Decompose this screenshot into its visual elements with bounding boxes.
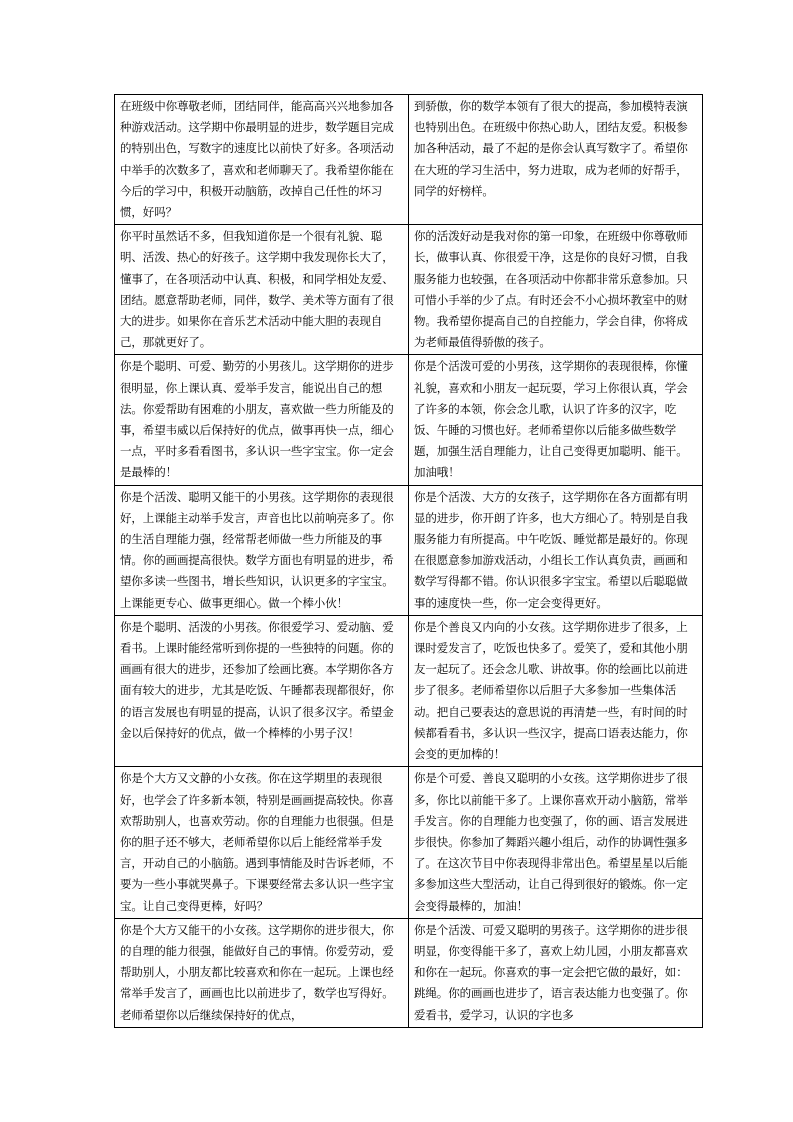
comment-cell: 你是个大方又能干的小女孩。这学期你的进步很大，你的自理的能力很强，能做好自己的事情。你爱劳动，爱帮助别人，小朋友都比较喜欢和你在一起玩。上课也经常举手发言了，画画也比以前进步了，数学也写得好。老师希望你以后继续保持好的优点， (115, 918, 409, 1027)
comment-cell: 你是个聪明、活泼的小男孩。你很爱学习、爱动脑、爱看书。上课时能经常听到你提的一些独特的问题。你的画画有很大的进步，还参加了绘画比赛。本学期你各方面有较大的进步，尤其是吃饭、午睡都表现都很好，你的语言发展也有明显的提高，认识了很多汉字。希望金金以后保持好的优点，做一个棒棒的小男子汉！ (115, 615, 409, 766)
comment-cell: 到骄傲，你的数学本领有了很大的提高，参加模特表演也特别出色。在班级中你热心助人，团结友爱。积极参加各种活动，最了不起的是你会认真写数字了。希望你在大班的学习生活中，努力进取，成为老师的好帮手，同学的好榜样。 (409, 95, 703, 225)
comment-cell: 你是个活泼、大方的女孩子，这学期你在各方面都有明显的进步，你开朗了许多，也大方细心了。特别是自我服务能力有所提高。中午吃饭、睡觉都是最好的。你现在很愿意参加游戏活动，小组长工作认真负责，画画和数学写得都不错。你认识很多字宝宝。希望以后聪聪做事的速度快一些，你一定会变得更好。 (409, 485, 703, 615)
table-row (115, 485, 703, 615)
table-row (115, 225, 703, 355)
comment-cell: 你是个大方又文静的小女孩。你在这学期里的表现很好，也学会了许多新本领，特别是画画提高较快。你喜欢帮助别人，也喜欢劳动。你的自理能力也很强。但是你的胆子还不够大，老师希望你以后上能经常举手发言，开动自己的小脑筋。遇到事情能及时告诉老师，不要为一些小事就哭鼻子。下课要经常去多认识一些字宝宝。让自己变得更棒，好吗？ (115, 767, 409, 918)
table-row (115, 767, 703, 918)
table-row (115, 918, 703, 1027)
comment-cell: 你是个可爱、善良又聪明的小女孩。这学期你进步了很多，你比以前能干多了。上课你喜欢开动小脑筋，常举手发言。你的自理能力也变强了，你的画、语言发展进步很快。你参加了舞蹈兴趣小组后，动作的协调性强多了。在这次节目中你表现得非常出色。希望星星以后能多参加这些大型活动，让自己得到很好的锻炼。你一定会变得最棒的，加油！ (409, 767, 703, 918)
comment-cell: 在班级中你尊敬老师，团结同伴，能高高兴兴地参加各种游戏活动。这学期中你最明显的进步，数学题目完成的特别出色，写数字的速度比以前快了好多。各项活动中举手的次数多了，喜欢和老师聊天了。我希望你能在今后的学习中，积极开动脑筋，改掉自己任性的坏习惯，好吗？ (115, 95, 409, 225)
comment-cell: 你的活泼好动是我对你的第一印象，在班级中你尊敬师长，做事认真、你很爱干净，这是你的良好习惯，自我服务能力也较强，在各项活动中你都非常乐意参加。只可惜小手举的少了点。有时还会不小心损坏教室中的财物。我希望你提高自己的自控能力，学会自律，你将成为老师最值得骄傲的孩子。 (409, 225, 703, 355)
comment-cell: 你平时虽然话不多，但我知道你是一个很有礼貌、聪明、活泼、热心的好孩子。这学期中我发现你长大了，懂事了，在各项活动中认真、积极，和同学相处友爱、团结。愿意帮助老师，同伴，数学、美术等方面有了很大的进步。如果你在音乐艺术活动中能大胆的表现自己，那就更好了。 (115, 225, 409, 355)
comment-cell: 你是个活泼可爱的小男孩，这学期你的表现很棒，你懂礼貌，喜欢和小朋友一起玩耍，学习上你很认真，学会了许多的本领，你会念儿歌，认识了许多的汉字，吃饭、午睡的习惯也好。老师希望你以后能多做些数学题，加强生活自理能力，让自己变得更加聪明、能干。加油哦！ (409, 355, 703, 485)
table-row (115, 355, 703, 485)
table-row (115, 615, 703, 766)
comment-cell: 你是个活泼、可爱又聪明的男孩子。这学期你的进步很明显，你变得能干多了，喜欢上幼儿园，小朋友都喜欢和你在一起玩。你喜欢的事一定会把它做的最好，如：跳绳。你的画画也进步了，语言表达能力也变强了。你爱看书，爱学习，认识的字也多 (409, 918, 703, 1027)
comment-cell: 你是个活泼、聪明又能干的小男孩。这学期你的表现很好，上课能主动举手发言，声音也比以前响亮多了。你的生活自理能力强，经常帮老师做一些力所能及的事情。你的画画提高很快。数学方面也有明显的进步，希望你多读一些图书，增长些知识，认识更多的字宝宝。上课能更专心、做事更细心。做一个棒小伙！ (115, 485, 409, 615)
comments-table (114, 94, 703, 1028)
comment-cell: 你是个聪明、可爱、勤劳的小男孩儿。这学期你的进步很明显，你上课认真、爱举手发言，能说出自己的想法。你爱帮助有困难的小朋友，喜欢做一些力所能及的事，希望韦威以后保持好的优点，做事再快一点，细心一点，平时多看看图书，多认识一些字宝宝。你一定会是最棒的！ (115, 355, 409, 485)
table-row (115, 95, 703, 225)
comment-cell: 你是个善良又内向的小女孩。这学期你进步了很多，上课时爱发言了，吃饭也快多了。爱笑了，爱和其他小朋友一起玩了。还会念儿歌、讲故事。你的绘画比以前进步了很多。老师希望你以后胆子大多参加一些集体活动。把自己要表达的意思说的再清楚一些，有时间的时候都看看书，多认识一些汉字，提高口语表达能力，你会变的更加棒的！ (409, 615, 703, 766)
